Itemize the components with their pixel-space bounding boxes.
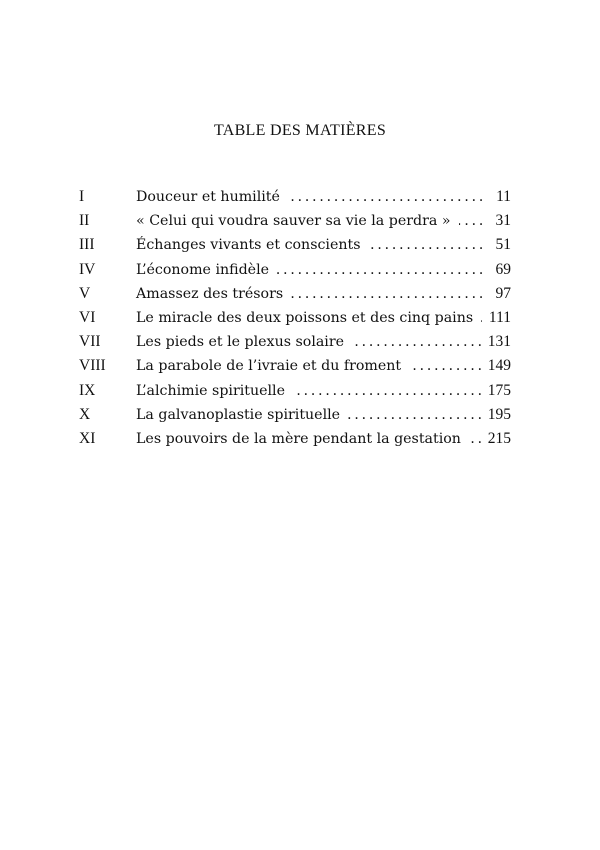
toc-page-number: 195 [487,405,511,423]
toc-page-number: 69 [495,260,511,278]
toc-chapter-title: Douceur et humilité [136,189,280,205]
toc-entry [79,403,511,427]
dot-leader [348,403,482,427]
toc-entry [79,354,511,378]
dot-leader [291,282,483,306]
dot-leader [481,306,483,330]
toc-chapter-title: Échanges vivants et conscients [136,237,361,254]
toc-page-number: 97 [495,284,511,302]
toc-page-number: 149 [487,357,511,375]
toc-chapter-number: XI [79,429,96,447]
toc-page-number: 51 [495,236,511,254]
toc-chapter-number: IV [79,260,96,278]
toc-chapter-title: La parabole de l’ivraie et du froment [136,358,402,375]
toc-entry [79,379,511,403]
toc-entry [79,282,511,306]
table-of-contents [79,185,511,451]
toc-chapter-title: Les pieds et le plexus solaire [136,334,345,351]
toc-chapter-title: Les pouvoirs de la mère pendant la gestation [136,430,461,447]
toc-chapter-number: IX [79,381,96,399]
dot-leader [469,427,482,451]
dot-leader [409,354,482,378]
toc-chapter-number: VIII [79,357,106,375]
toc-chapter-title: L’alchimie spirituelle [136,382,285,399]
dot-leader [293,379,482,403]
toc-entry [79,233,511,257]
toc-chapter-title: La galvanoplastie spirituelle [136,406,341,423]
toc-chapter-title: Le miracle des deux poissons et des cinq pains [136,309,474,326]
toc-page-number: 175 [487,381,511,399]
toc-entry [79,185,511,209]
toc-chapter-number: III [79,236,95,254]
toc-chapter-title: Amassez des trésors [136,285,284,302]
page-title: TABLE DES MATIÈRES [213,122,387,139]
dot-leader [288,185,483,209]
toc-page-number: 111 [488,308,511,326]
toc-chapter-number: X [79,405,91,423]
toc-entry [79,330,511,354]
toc-chapter-title: « Celui qui voudra sauver sa vie la perdra » [136,213,451,230]
toc-chapter-number: II [79,212,90,230]
toc-entry [79,209,511,233]
toc-entry [79,427,511,451]
dot-leader [368,233,483,257]
toc-entry [79,258,511,282]
toc-page-number: 215 [487,429,511,447]
dot-leader [352,330,482,354]
toc-chapter-number: VI [79,308,96,326]
toc-page-number: 31 [495,212,511,230]
dot-leader [277,258,483,282]
dot-leader [459,209,483,233]
toc-entry [79,306,511,330]
toc-page-number: 11 [496,188,511,205]
toc-chapter-number: I [79,188,85,205]
toc-page-number: 131 [487,333,511,351]
toc-chapter-title: L’économe infidèle [136,261,269,278]
toc-chapter-number: V [79,284,91,302]
toc-chapter-number: VII [79,333,101,351]
